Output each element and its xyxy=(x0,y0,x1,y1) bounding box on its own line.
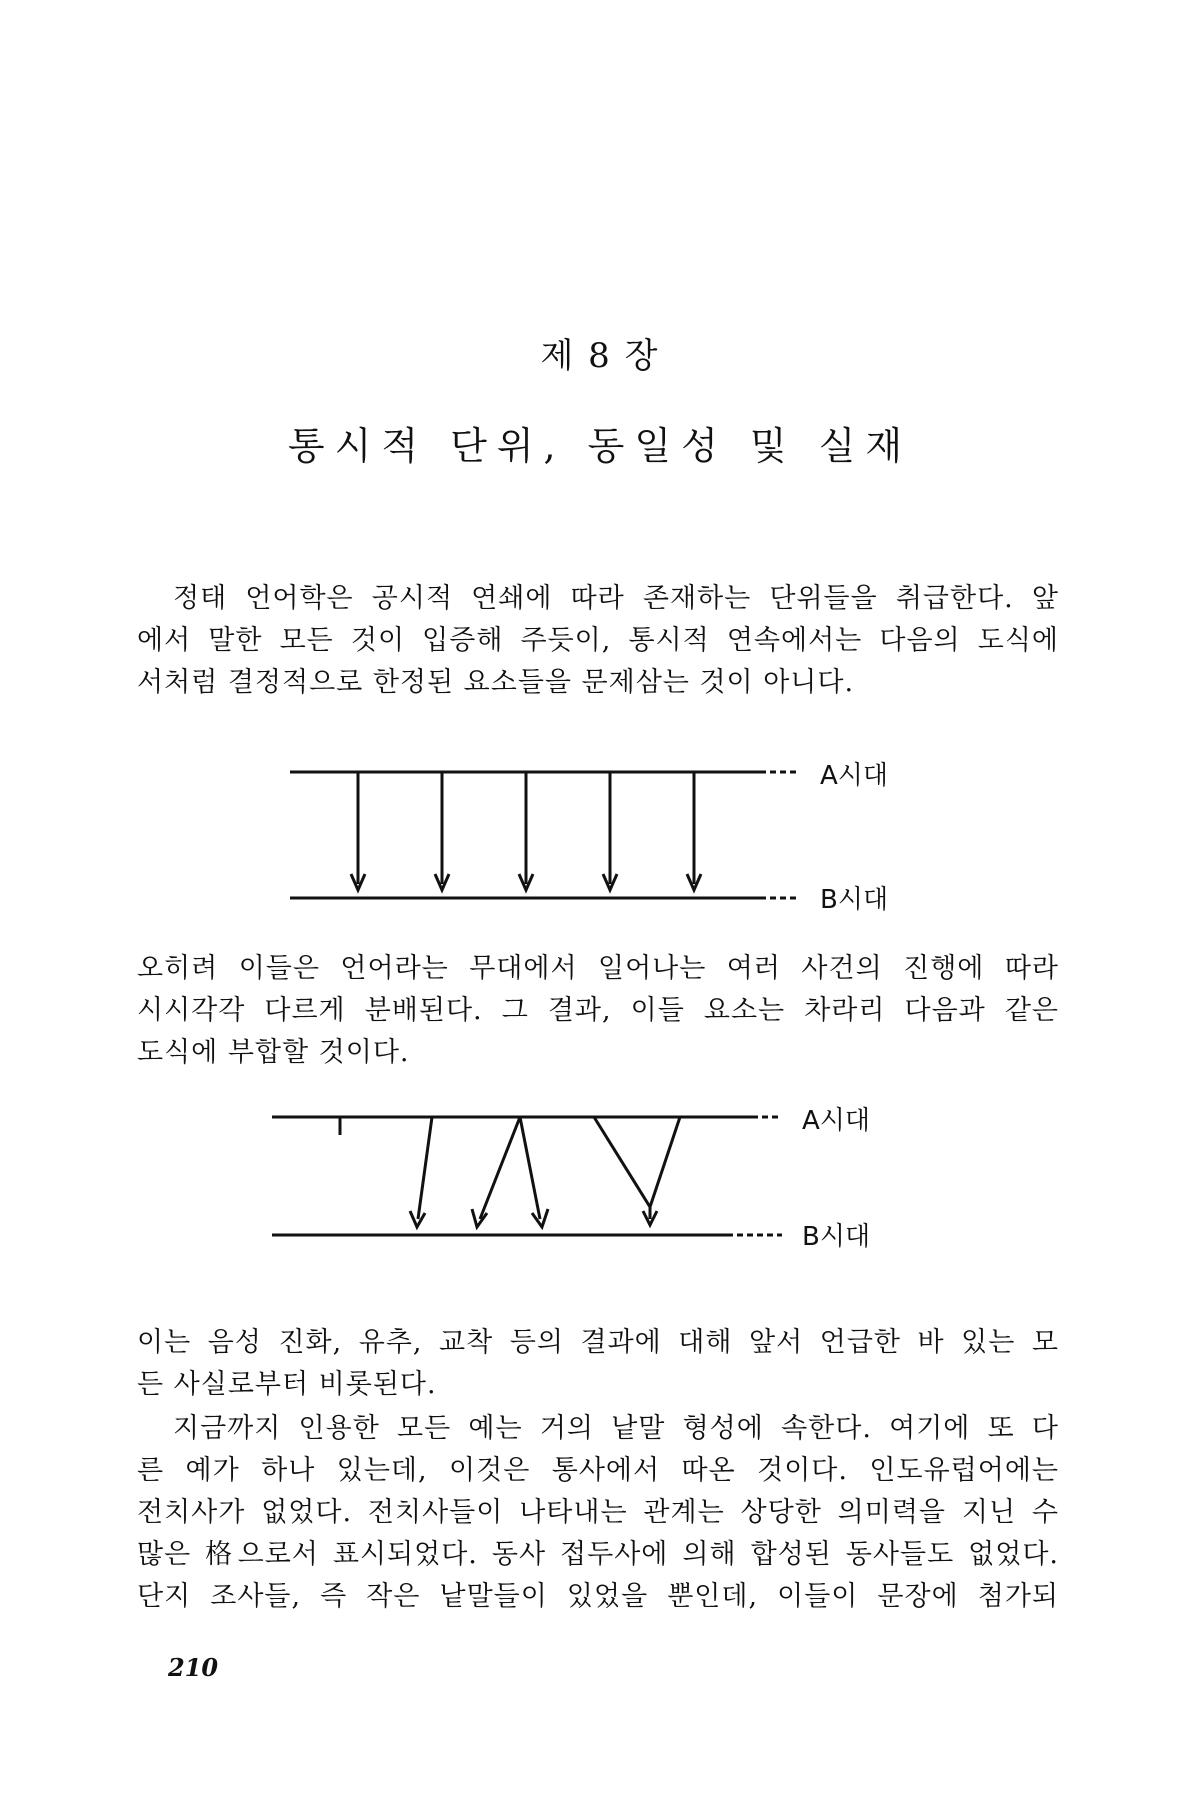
chapter-title: 통시적 단위, 동일성 및 실재 xyxy=(287,424,913,468)
text-line: 전치사가 없었다. 전치사들이 나타내는 관계는 상당한 의미력을 지닌 수 xyxy=(137,1497,1059,1528)
text-line: 정태 언어학은 공시적 연쇄에 따라 존재하는 단위들을 취급한다. 앞 xyxy=(173,583,1059,614)
diagram-one-to-one xyxy=(280,748,960,928)
label-period-b: B시대 xyxy=(820,885,889,915)
text-line: 많은 格으로서 표시되었다. 동사 접두사에 의해 합성된 동사들도 없었다. xyxy=(137,1539,1059,1570)
text-line: 에서 말한 모든 것이 입증해 주듯이, 통시적 연속에서는 다음의 도식에 xyxy=(137,625,1059,656)
arrows xyxy=(340,1117,680,1227)
text-line: 오히려 이들은 언어라는 무대에서 일어나는 여러 사건의 진행에 따라 xyxy=(137,953,1059,984)
paragraph-1 xyxy=(137,578,1059,704)
text-line: 지금까지 인용한 모든 예는 거의 낱말 형성에 속한다. 여기에 또 다 xyxy=(173,1413,1059,1444)
text-line: 이는 음성 진화, 유추, 교착 등의 결과에 대해 앞서 언급한 바 있는 모 xyxy=(137,1327,1059,1358)
paragraph-4 xyxy=(137,1408,1059,1618)
text-line: 른 예가 하나 있는데, 이것은 통사에서 따온 것이다. 인도유럽어에는 xyxy=(137,1455,1059,1486)
text-line: 시시각각 다르게 분배된다. 그 결과, 이들 요소는 차라리 다음과 같은 xyxy=(137,995,1059,1026)
chapter-number: 제 8 장 xyxy=(540,336,660,376)
diagram-redistribution xyxy=(262,1095,942,1265)
text-line: 도식에 부합할 것이다. xyxy=(137,1037,410,1068)
text-line: 서처럼 결정적으로 한정된 요소들을 문제삼는 것이 아니다. xyxy=(137,667,855,698)
text-line: 단지 조사들, 즉 작은 낱말들이 있었을 뿐인데, 이들이 문장에 첨가되 xyxy=(137,1581,1059,1612)
label-period-a: A시대 xyxy=(820,761,889,791)
paragraph-2 xyxy=(137,948,1059,1074)
text-line: 든 사실로부터 비롯된다. xyxy=(137,1369,437,1400)
page-number: 210 xyxy=(168,1653,219,1682)
label-period-a: A시대 xyxy=(802,1106,871,1136)
paragraph-3 xyxy=(137,1322,1059,1406)
label-period-b: B시대 xyxy=(802,1222,871,1252)
arrows xyxy=(351,772,701,890)
